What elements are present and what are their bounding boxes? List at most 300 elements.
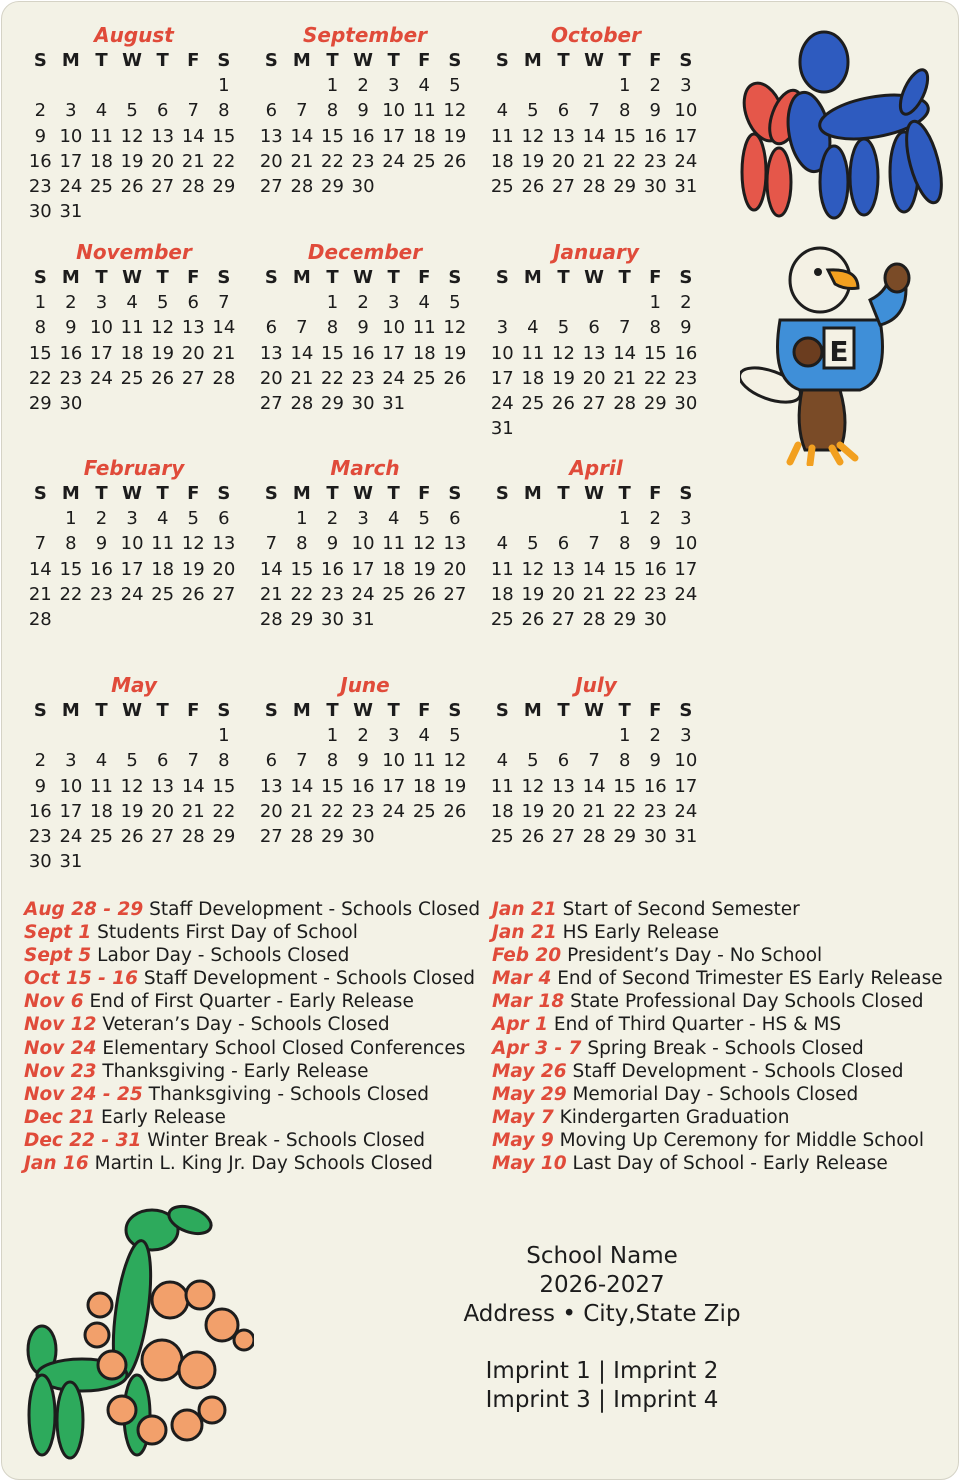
weekday-label: S [217,483,231,504]
day-cell: 7 [296,317,308,339]
weekday-label: F [649,50,662,71]
weekday-label: S [679,50,693,71]
day-cell: 1 [218,75,230,97]
weekday-label: W [122,483,142,504]
weekday-label: S [33,483,47,504]
empty-cell [518,506,549,531]
event-text: Veteran’s Day - Schools Closed [102,1014,390,1036]
day-cell: 25 [151,583,175,605]
day-cell: 4 [156,508,169,530]
empty-cell [548,723,579,748]
weekday-label: S [264,267,278,288]
month-name: October [551,23,641,47]
day-cell: 7 [34,533,47,555]
day-cell: 19 [151,342,175,364]
weekday-label: W [122,700,142,721]
day-cell: 16 [351,342,375,364]
weekday-label: S [264,50,278,71]
day-cell: 1 [618,508,631,530]
day-cell: 26 [443,150,467,172]
day-cell: 5 [126,750,138,772]
day-cell: 24 [59,825,83,847]
day-cell: 25 [382,583,406,605]
empty-cell [579,290,610,315]
day-cell: 15 [290,558,314,580]
day-cell: 17 [674,125,698,147]
weekday-label: S [448,483,462,504]
weekday-label: T [326,483,339,504]
day-cell: 21 [290,367,314,389]
day-cell: 18 [521,367,545,389]
day-cell: 28 [259,608,283,630]
day-cell: 1 [326,725,339,747]
day-cell: 10 [382,317,406,339]
weekday-label: M [61,700,80,721]
event-text: Thanksgiving - Early Release [102,1060,369,1082]
weekday-label: T [95,483,108,504]
day-cell: 10 [674,533,698,555]
weekday-label: S [448,50,462,71]
day-cell: 20 [552,800,575,822]
day-cell: 18 [490,583,514,605]
event-date: May 29 [492,1083,567,1105]
day-cell: 26 [521,825,545,847]
day-cell: 17 [674,558,698,580]
month-name: June [340,673,390,697]
day-cell: 3 [126,508,138,530]
weekday-label: T [326,50,339,71]
day-cell: 24 [59,175,83,197]
day-cell: 2 [65,292,77,314]
month-day-grid [256,481,474,632]
day-cell: 19 [412,558,436,580]
day-cell: 11 [412,750,436,772]
month-name: May [111,673,157,697]
event-date: Aug 28 - 29 [24,899,144,920]
event-item [24,944,480,967]
month-name: January [553,240,639,264]
day-cell: 29 [212,825,236,847]
event-date: Mar 18 [492,991,565,1013]
day-cell: 22 [212,800,236,822]
empty-cell [256,723,287,748]
day-cell: 8 [326,100,339,122]
day-cell: 13 [259,125,283,147]
day-cell: 4 [387,508,400,530]
weekday-label: M [292,267,311,288]
day-cell: 26 [120,825,144,847]
day-cell: 7 [296,100,308,122]
day-cell: 14 [212,317,236,339]
weekday-label: W [353,700,373,721]
day-cell: 20 [259,150,283,172]
event-text: Elementary School Closed Conferences [102,1037,466,1059]
day-cell: 31 [490,418,514,440]
day-cell: 17 [120,558,144,580]
weekday-label: T [326,700,339,721]
day-cell: 12 [521,125,545,147]
day-cell: 29 [212,175,236,197]
weekday-label: T [95,267,108,288]
calendar-card [1,1,959,1480]
day-cell: 23 [28,825,52,847]
day-cell: 22 [59,583,83,605]
day-cell: 7 [296,750,308,772]
weekday-label: M [61,267,80,288]
month-april [487,455,705,632]
day-cell: 8 [218,100,230,122]
day-cell: 21 [290,800,314,822]
day-cell: 18 [90,150,113,172]
event-item [492,1060,943,1083]
day-cell: 16 [643,125,667,147]
day-cell: 8 [326,750,339,772]
day-cell: 27 [259,392,283,414]
day-cell: 25 [412,367,436,389]
day-cell: 12 [120,125,144,147]
month-august [25,22,243,224]
day-cell: 9 [65,317,77,339]
day-cell: 9 [680,317,692,339]
day-cell: 31 [351,608,375,630]
event-item [24,990,480,1013]
day-cell: 11 [90,775,113,797]
day-cell: 12 [521,775,545,797]
day-cell: 16 [28,150,52,172]
weekday-label: S [33,50,47,71]
empty-cell [56,73,87,98]
event-date: Oct 15 - 16 [24,968,139,990]
day-cell: 30 [351,392,375,414]
event-text: Students First Day of School [97,922,358,944]
empty-cell [25,723,56,748]
day-cell: 8 [618,533,631,555]
day-cell: 22 [321,150,344,172]
day-cell: 21 [181,150,205,172]
day-cell: 24 [351,583,375,605]
day-cell: 18 [412,775,436,797]
day-cell: 19 [443,125,467,147]
day-cell: 9 [34,125,47,147]
weekday-label: T [557,267,570,288]
day-cell: 29 [613,175,637,197]
event-item [24,1013,480,1036]
event-item [492,990,943,1013]
day-cell: 30 [28,851,52,873]
day-cell: 15 [28,342,52,364]
day-cell: 5 [449,75,461,97]
imprint-line-2: Imprint 3 | Imprint 4 [485,1387,719,1413]
day-cell: 22 [613,150,637,172]
day-cell: 31 [59,201,83,223]
day-cell: 10 [90,317,113,339]
day-cell: 5 [557,317,570,339]
day-cell: 10 [59,775,83,797]
day-cell: 23 [59,367,83,389]
empty-cell [86,723,117,748]
event-date: Feb 20 [492,945,562,967]
day-cell: 6 [156,100,169,122]
day-cell: 12 [443,100,467,122]
day-cell: 27 [443,583,467,605]
day-cell: 28 [613,392,637,414]
empty-cell [25,73,56,98]
day-cell: 13 [181,317,205,339]
month-december [256,239,474,416]
day-cell: 13 [552,558,575,580]
day-cell: 24 [674,800,698,822]
empty-cell [178,723,209,748]
day-cell: 29 [290,608,314,630]
day-cell: 17 [382,775,406,797]
day-cell: 19 [521,583,545,605]
day-cell: 27 [552,175,575,197]
weekday-label: W [584,50,604,71]
day-cell: 1 [65,508,77,530]
event-text: End of Third Quarter - HS & MS [553,1014,842,1036]
event-date: Dec 21 [24,1106,96,1128]
day-cell: 4 [496,750,509,772]
weekday-label: W [122,267,142,288]
day-cell: 1 [326,75,339,97]
event-item [492,898,943,921]
event-text: Labor Day - Schools Closed [97,945,350,967]
empty-cell [25,506,56,531]
day-cell: 20 [181,342,205,364]
day-cell: 5 [527,100,539,122]
day-cell: 17 [351,558,375,580]
day-cell: 12 [552,342,575,364]
day-cell: 3 [357,508,369,530]
event-text: Kindergarten Graduation [559,1106,790,1128]
day-cell: 4 [496,100,509,122]
weekday-label: T [557,483,570,504]
day-cell: 26 [552,392,575,414]
empty-cell [178,73,209,98]
day-cell: 18 [382,558,406,580]
month-november [25,239,243,416]
event-item [492,1037,943,1060]
event-date: Mar 4 [492,968,552,990]
event-date: Sept 5 [24,945,92,967]
day-cell: 10 [674,100,698,122]
day-cell: 5 [156,292,169,314]
day-cell: 19 [120,800,144,822]
month-day-grid [256,698,474,849]
event-text: Spring Break - Schools Closed [587,1037,864,1059]
weekday-label: S [217,700,231,721]
event-date: Jan 21 [492,922,557,944]
day-cell: 30 [643,825,667,847]
weekday-label: S [679,267,693,288]
balloon-animals-icon [22,1200,254,1462]
day-cell: 29 [321,175,344,197]
empty-cell [287,73,318,98]
weekday-label: T [156,483,169,504]
month-name: November [76,240,192,264]
weekday-label: S [33,267,47,288]
day-cell: 15 [212,775,236,797]
month-march [256,455,474,632]
day-cell: 27 [151,825,175,847]
weekday-label: T [95,700,108,721]
day-cell: 16 [643,775,667,797]
day-cell: 24 [490,392,514,414]
empty-cell [56,723,87,748]
weekday-label: S [448,267,462,288]
day-cell: 14 [582,558,606,580]
day-cell: 10 [382,100,406,122]
day-cell: 3 [387,292,400,314]
day-cell: 29 [643,392,667,414]
empty-cell [256,506,287,531]
month-name: December [307,240,423,264]
day-cell: 14 [181,775,205,797]
empty-cell [256,290,287,315]
weekday-label: T [326,267,339,288]
day-cell: 24 [674,150,698,172]
month-october [487,22,705,199]
day-cell: 28 [28,608,52,630]
day-cell: 30 [643,175,667,197]
weekday-label: W [584,483,604,504]
day-cell: 1 [649,292,661,314]
day-cell: 25 [521,392,545,414]
day-cell: 20 [151,800,175,822]
day-cell: 28 [290,825,314,847]
day-cell: 13 [259,342,283,364]
day-cell: 9 [357,317,369,339]
day-cell: 22 [212,150,236,172]
event-item [24,1060,480,1083]
day-cell: 28 [290,175,314,197]
day-cell: 10 [490,342,514,364]
event-item [492,1106,943,1129]
day-cell: 11 [490,775,514,797]
day-cell: 14 [290,125,314,147]
day-cell: 18 [90,800,113,822]
day-cell: 31 [674,825,698,847]
weekday-label: S [679,483,693,504]
day-cell: 17 [674,775,698,797]
day-cell: 12 [412,533,436,555]
day-cell: 14 [290,775,314,797]
day-cell: 14 [290,342,314,364]
month-day-grid [487,698,705,849]
day-cell: 31 [674,175,698,197]
weekday-label: F [418,483,431,504]
day-cell: 15 [212,125,236,147]
day-cell: 23 [351,800,375,822]
empty-cell [487,73,518,98]
day-cell: 14 [582,125,606,147]
day-cell: 21 [181,800,205,822]
weekday-label: S [33,700,47,721]
event-item [492,1083,943,1106]
event-text: Moving Up Ceremony for Middle School [559,1129,924,1151]
day-cell: 10 [351,533,375,555]
day-cell: 2 [357,725,369,747]
day-cell: 2 [357,292,369,314]
event-text: Winter Break - Schools Closed [147,1129,425,1151]
event-text: State Professional Day Schools Closed [570,991,924,1013]
day-cell: 1 [296,508,308,530]
day-cell: 27 [582,392,606,414]
empty-cell [117,73,148,98]
day-cell: 3 [680,75,692,97]
day-cell: 13 [582,342,606,364]
day-cell: 2 [95,508,108,530]
day-cell: 15 [321,342,344,364]
weekday-label: S [679,700,693,721]
day-cell: 27 [259,175,283,197]
svg-text:E: E [829,335,849,368]
day-cell: 16 [643,558,667,580]
day-cell: 21 [28,583,52,605]
day-cell: 22 [28,367,52,389]
day-cell: 6 [265,100,278,122]
day-cell: 30 [321,608,344,630]
day-cell: 13 [443,533,467,555]
day-cell: 30 [28,201,52,223]
day-cell: 27 [151,175,175,197]
day-cell: 7 [187,100,199,122]
day-cell: 4 [418,292,430,314]
event-date: Nov 12 [24,1014,97,1036]
day-cell: 29 [321,392,344,414]
day-cell: 31 [59,851,83,873]
event-date: May 26 [492,1060,567,1082]
day-cell: 31 [382,392,406,414]
day-cell: 16 [90,558,113,580]
weekday-label: T [387,50,400,71]
day-cell: 26 [521,608,545,630]
day-cell: 9 [357,750,369,772]
event-text: Martin L. King Jr. Day Schools Closed [94,1153,433,1175]
day-cell: 10 [120,533,144,555]
day-cell: 23 [643,150,667,172]
empty-cell [287,290,318,315]
day-cell: 28 [290,392,314,414]
empty-cell [487,506,518,531]
day-cell: 24 [382,367,406,389]
event-date: Apr 1 [492,1014,548,1036]
event-item [24,921,480,944]
day-cell: 1 [618,75,631,97]
month-name: July [575,673,617,697]
weekday-label: T [387,267,400,288]
event-date: May 9 [492,1129,554,1151]
school-address: Address • City,State Zip [463,1301,741,1327]
day-cell: 18 [490,800,514,822]
event-date: May 10 [492,1153,567,1175]
day-cell: 11 [382,533,406,555]
events-right [492,898,943,1175]
event-item [492,1152,943,1175]
event-date: Nov 24 - 25 [24,1083,143,1105]
month-day-grid [487,481,705,632]
day-cell: 24 [674,583,698,605]
event-text: Last Day of School - Early Release [572,1153,888,1175]
day-cell: 3 [65,750,77,772]
day-cell: 27 [259,825,283,847]
day-cell: 7 [618,317,631,339]
day-cell: 5 [527,750,539,772]
day-cell: 10 [382,750,406,772]
weekday-label: F [187,700,200,721]
day-cell: 16 [351,125,375,147]
month-may [25,672,243,874]
